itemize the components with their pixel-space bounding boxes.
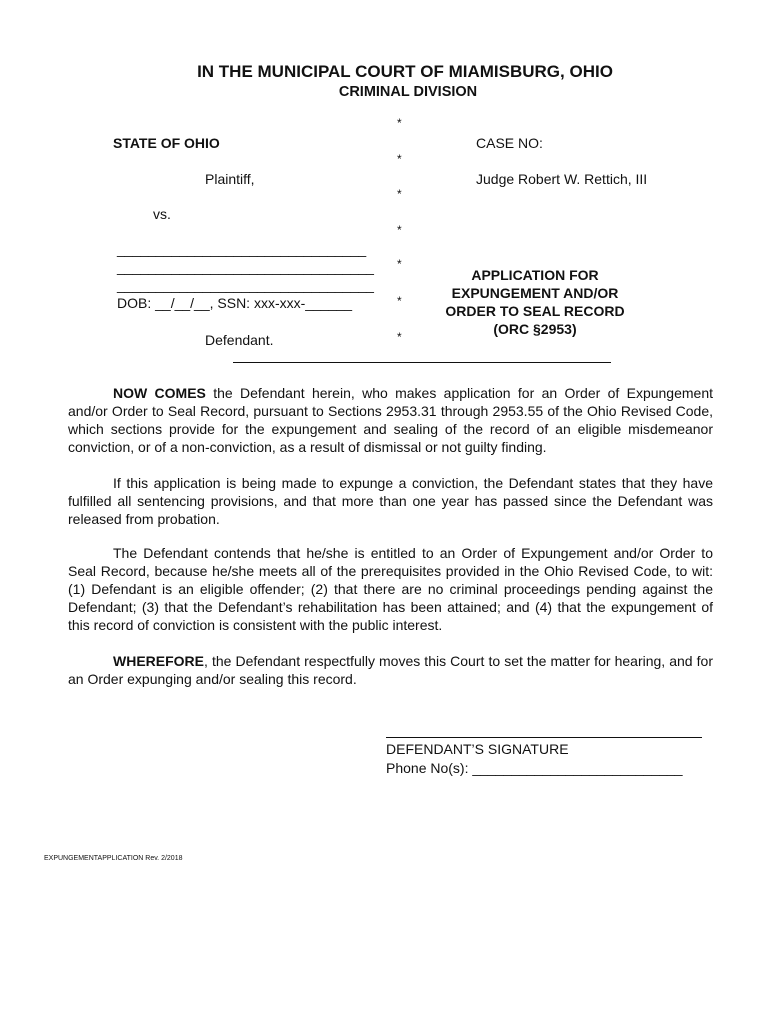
caption-separator: * bbox=[397, 294, 402, 308]
application-title-line-3: ORDER TO SEAL RECORD bbox=[445, 303, 625, 319]
defendant-name-line-2[interactable]: _________________________________ bbox=[117, 259, 374, 275]
paragraph-now-comes bbox=[68, 384, 713, 456]
judge-name: Judge Robert W. Rettich, III bbox=[476, 171, 648, 187]
plaintiff-label: Plaintiff, bbox=[205, 171, 255, 187]
contends-text: The Defendant contends that he/she is entitled to an Order of Expungement and/or Order to Seal Record, because he/she meets all of the prerequisites provided in the Ohio Revised Code, to wit: (1) Defendant is an eligible offender; (2) that there are no criminal proceedings pending against the Defendant; (3) that the Defendant’s rehabilitation has been attained; and (4) that the expungement of this record of conviction is consistent with the public interest. bbox=[68, 545, 713, 633]
caption-separator: * bbox=[397, 187, 402, 201]
application-title-line-2: EXPUNGEMENT AND/OR bbox=[451, 285, 619, 301]
paragraph-contends bbox=[68, 544, 713, 634]
signature-line[interactable] bbox=[386, 737, 702, 738]
court-title: IN THE MUNICIPAL COURT OF MIAMISBURG, OHIO bbox=[197, 62, 613, 81]
signature-label: DEFENDANT’S SIGNATURE bbox=[386, 741, 569, 757]
caption-separator: * bbox=[397, 330, 402, 344]
now-comes-lead: NOW COMES bbox=[113, 385, 206, 401]
application-title-line-1: APPLICATION FOR bbox=[471, 267, 599, 283]
defendant-name-line-1[interactable]: ________________________________ bbox=[117, 241, 367, 257]
now-comes-text: the Defendant herein, who makes application for an Order of Expungement and/or Order to Seal Record, pursuant to Sections 2953.31 through 2953.55 of the Ohio Revised Code, which sections provide for the expungement and sealing of the record of an eligible misdemeanor conviction, or of a non-conviction, as a result of dismissal or not guilty finding. bbox=[68, 385, 713, 455]
defendant-name-line-3[interactable]: _________________________________ bbox=[117, 277, 374, 293]
caption-separator: * bbox=[397, 152, 402, 166]
conviction-text: If this application is being made to expunge a conviction, the Defendant states that they have fulfilled all sentencing provisions, and that more than one year has passed since the Defendant was released from probation. bbox=[68, 475, 713, 527]
defendant-label: Defendant. bbox=[205, 332, 274, 348]
dob-ssn-field[interactable]: DOB: __/__/__, SSN: xxx-xxx-______ bbox=[117, 295, 352, 311]
wherefore-text: , the Defendant respectfully moves this Court to set the matter for hearing, and for an Order expunging and/or sealing this record. bbox=[68, 653, 713, 687]
caption-divider bbox=[233, 362, 611, 363]
plaintiff-name: STATE OF OHIO bbox=[113, 135, 220, 151]
division-title: CRIMINAL DIVISION bbox=[338, 84, 478, 100]
form-revision: EXPUNGEMENTAPPLICATION Rev. 2/2018 bbox=[44, 855, 183, 862]
case-number-label: CASE NO: bbox=[476, 135, 543, 151]
caption-separator: * bbox=[397, 223, 402, 237]
wherefore-lead: WHEREFORE bbox=[113, 653, 204, 669]
application-title-line-4: (ORC §2953) bbox=[493, 321, 577, 337]
paragraph-wherefore bbox=[68, 652, 713, 688]
phone-field[interactable]: Phone No(s): ___________________________ bbox=[386, 760, 683, 776]
paragraph-conviction bbox=[68, 474, 713, 528]
versus-label: vs. bbox=[153, 206, 171, 222]
caption-separator: * bbox=[397, 257, 402, 271]
caption-separator: * bbox=[397, 116, 402, 130]
